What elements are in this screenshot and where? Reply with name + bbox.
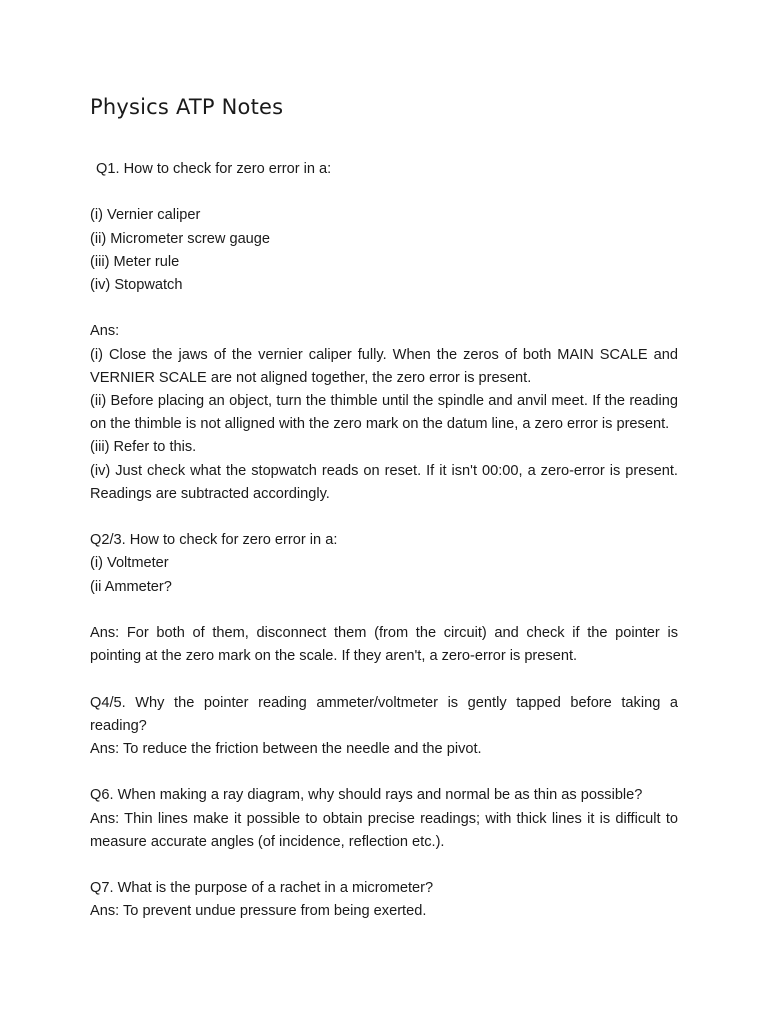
q1-answer-i: (i) Close the jaws of the vernier caliper fully. When the zeros of both MAIN SCALE and VERNIER SCALE are not aligned together, the zero error is present.	[90, 346, 678, 386]
list-item: (iv) Stopwatch	[90, 277, 183, 293]
q4-5-block	[90, 692, 678, 762]
document-title: Physics ATP Notes	[90, 95, 284, 119]
q2-3-answer: Ans: For both of them, disconnect them (from the circuit) and check if the pointer is pointing at the zero mark on the scale. If they aren't, a zero-error is present.	[90, 625, 678, 665]
q1-ans-label: Ans:	[90, 323, 120, 340]
q2-3-question-block	[90, 529, 678, 599]
q7-question: Q7. What is the purpose of a rachet in a micrometer?	[90, 880, 434, 897]
q1-answer-iii: (iii) Refer to this.	[90, 439, 197, 456]
q6-answer: Ans: Thin lines make it possible to obtain precise readings; with thick lines it is difficult to measure accurate angles (of incidence, reflection etc.).	[90, 810, 678, 850]
q7-block	[90, 877, 678, 923]
q2-3-answer-block	[90, 622, 678, 668]
list-item: (i) Voltmeter	[90, 555, 169, 572]
list-item: (iii) Meter rule	[90, 253, 180, 270]
q4-5-answer: Ans: To reduce the friction between the needle and the pivot.	[90, 741, 482, 757]
q6-block	[90, 784, 678, 854]
q2-3-question: Q2/3. How to check for zero error in a:	[90, 532, 338, 549]
list-item: (ii) Micrometer screw gauge	[90, 230, 271, 247]
document-body	[90, 158, 678, 924]
list-item: (i) Vernier caliper	[90, 207, 201, 224]
q7-answer: Ans: To prevent undue pressure from being exerted.	[90, 903, 427, 920]
q1-answer-iv: (iv) Just check what the stopwatch reads on reset. If it isn't 00:00, a zero-error is present. Readings are subtracted accordingly.	[90, 462, 678, 502]
q6-question: Q6. When making a ray diagram, why should rays and normal be as thin as possible?	[90, 787, 643, 804]
q4-5-question: Q4/5. Why the pointer reading ammeter/voltmeter is gently tapped before taking a reading?	[90, 694, 678, 734]
q1-answer-ii: (ii) Before placing an object, turn the thimble until the spindle and anvil meet. If the reading on the thimble is not alligned with the zero mark on the datum line, a zero error is present.	[90, 393, 678, 433]
q1-answer-block	[90, 320, 678, 506]
list-item: (ii Ammeter?	[90, 578, 172, 595]
document-page	[90, 92, 678, 947]
q1-question: Q1. How to check for zero error in a:	[96, 161, 332, 177]
q1-question-block	[90, 158, 678, 181]
q1-items-list	[90, 204, 678, 297]
